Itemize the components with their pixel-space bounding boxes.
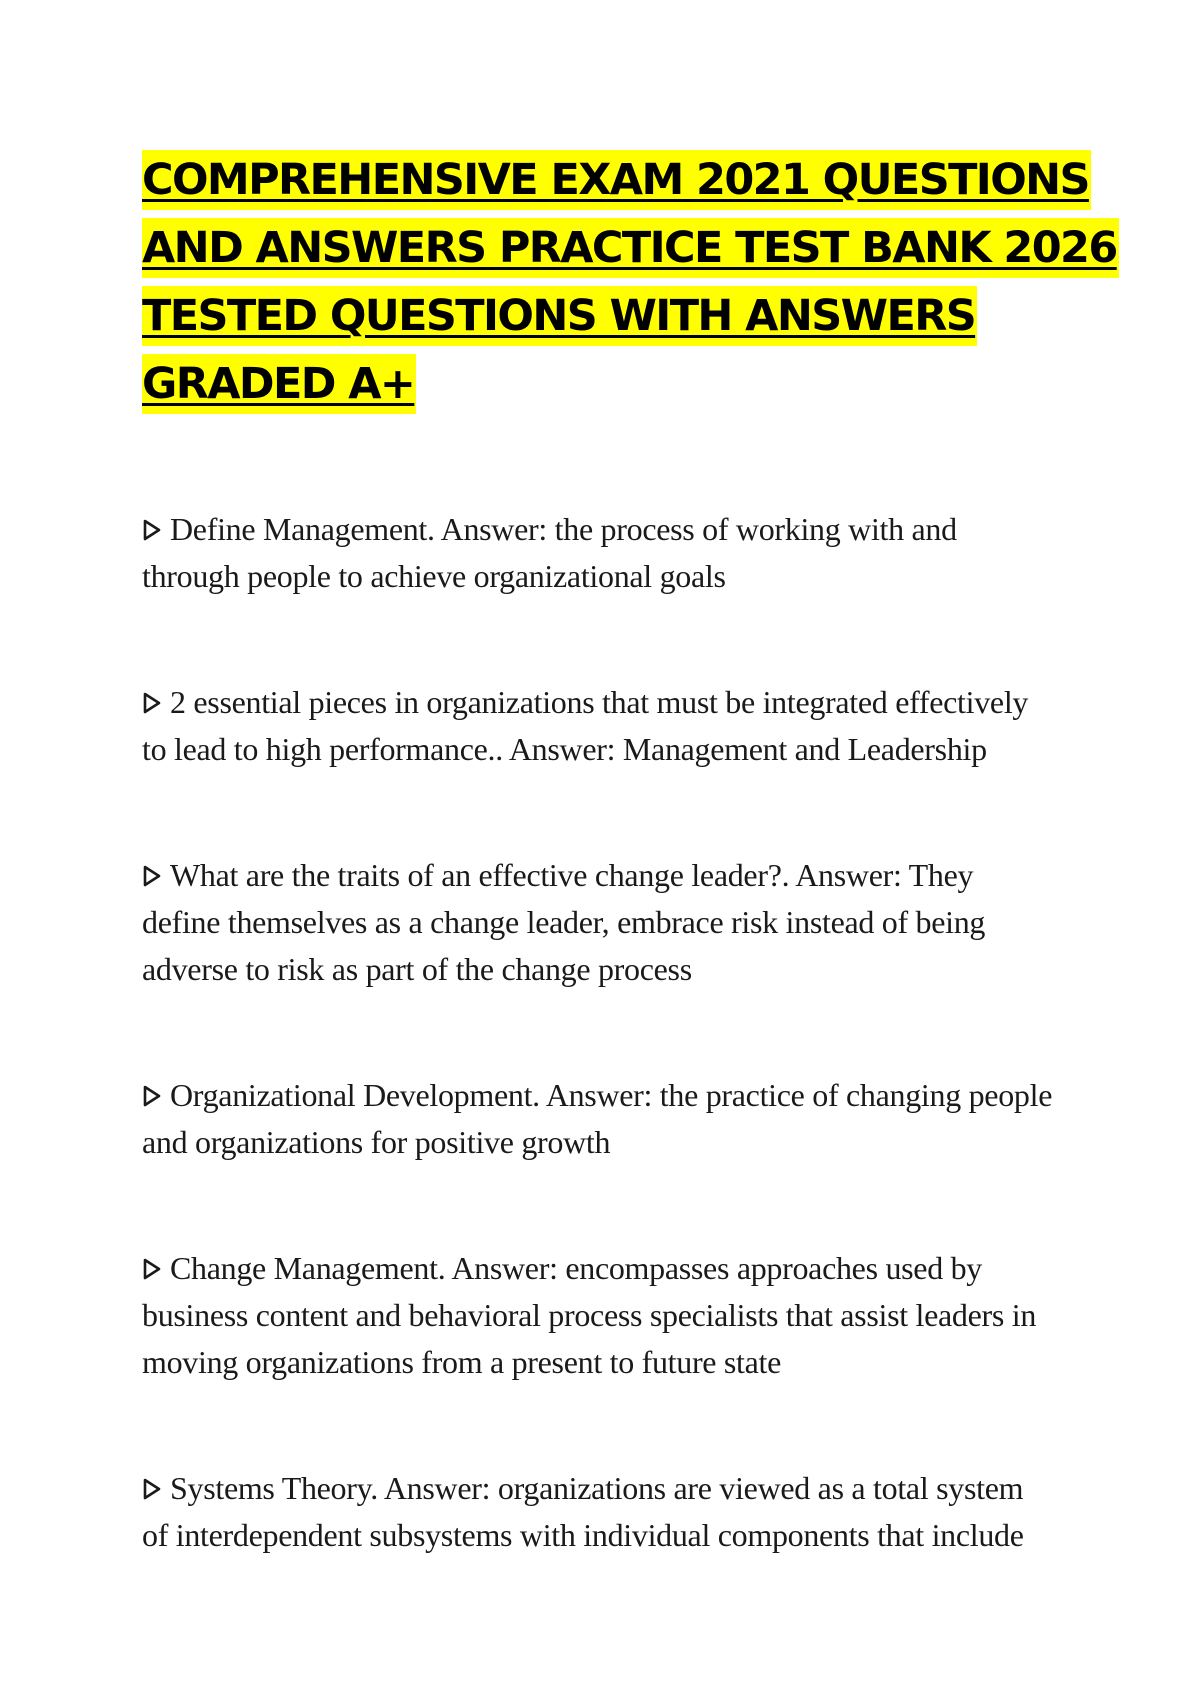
qa-line: through people to achieve organizational goals <box>142 558 726 594</box>
qa-line: What are the traits of an effective change leader?. Answer: They <box>142 852 1062 899</box>
qa-item <box>142 1465 1062 1559</box>
qa-line: and organizations for positive growth <box>142 1124 611 1160</box>
qa-line: Change Management. Answer: encompasses approaches used by <box>142 1245 1062 1292</box>
qa-line: moving organizations from a present to future state <box>142 1344 782 1380</box>
qa-line: Systems Theory. Answer: organizations are viewed as a total system <box>142 1465 1062 1512</box>
triangle-right-icon <box>142 506 170 553</box>
title-line: COMPREHENSIVE EXAM 2021 QUESTIONS <box>142 150 1091 210</box>
qa-item <box>142 506 1062 600</box>
triangle-right-icon <box>142 679 170 726</box>
title-line: GRADED A+ <box>142 354 416 414</box>
triangle-right-icon <box>142 1465 170 1512</box>
qa-item <box>142 679 1062 773</box>
triangle-right-icon <box>142 1072 170 1119</box>
qa-line: 2 essential pieces in organizations that must be integrated effectively <box>142 679 1062 726</box>
qa-line: Organizational Development. Answer: the practice of changing people <box>142 1072 1062 1119</box>
qa-line: to lead to high performance.. Answer: Management and Leadership <box>142 731 987 767</box>
qa-item <box>142 1245 1062 1386</box>
qa-line: Define Management. Answer: the process of working with and <box>142 506 1062 553</box>
triangle-right-icon <box>142 852 170 899</box>
qa-item <box>142 1072 1062 1166</box>
qa-line: define themselves as a change leader, embrace risk instead of being <box>142 904 986 940</box>
document-title <box>142 150 1117 422</box>
triangle-right-icon <box>142 1245 170 1292</box>
qa-line: of interdependent subsystems with individual components that include <box>142 1517 1024 1553</box>
title-line: AND ANSWERS PRACTICE TEST BANK 2026 <box>142 218 1119 278</box>
title-line: TESTED QUESTIONS WITH ANSWERS <box>142 286 977 346</box>
qa-line: business content and behavioral process specialists that assist leaders in <box>142 1297 1037 1333</box>
qa-item <box>142 852 1062 993</box>
qa-line: adverse to risk as part of the change process <box>142 951 692 987</box>
